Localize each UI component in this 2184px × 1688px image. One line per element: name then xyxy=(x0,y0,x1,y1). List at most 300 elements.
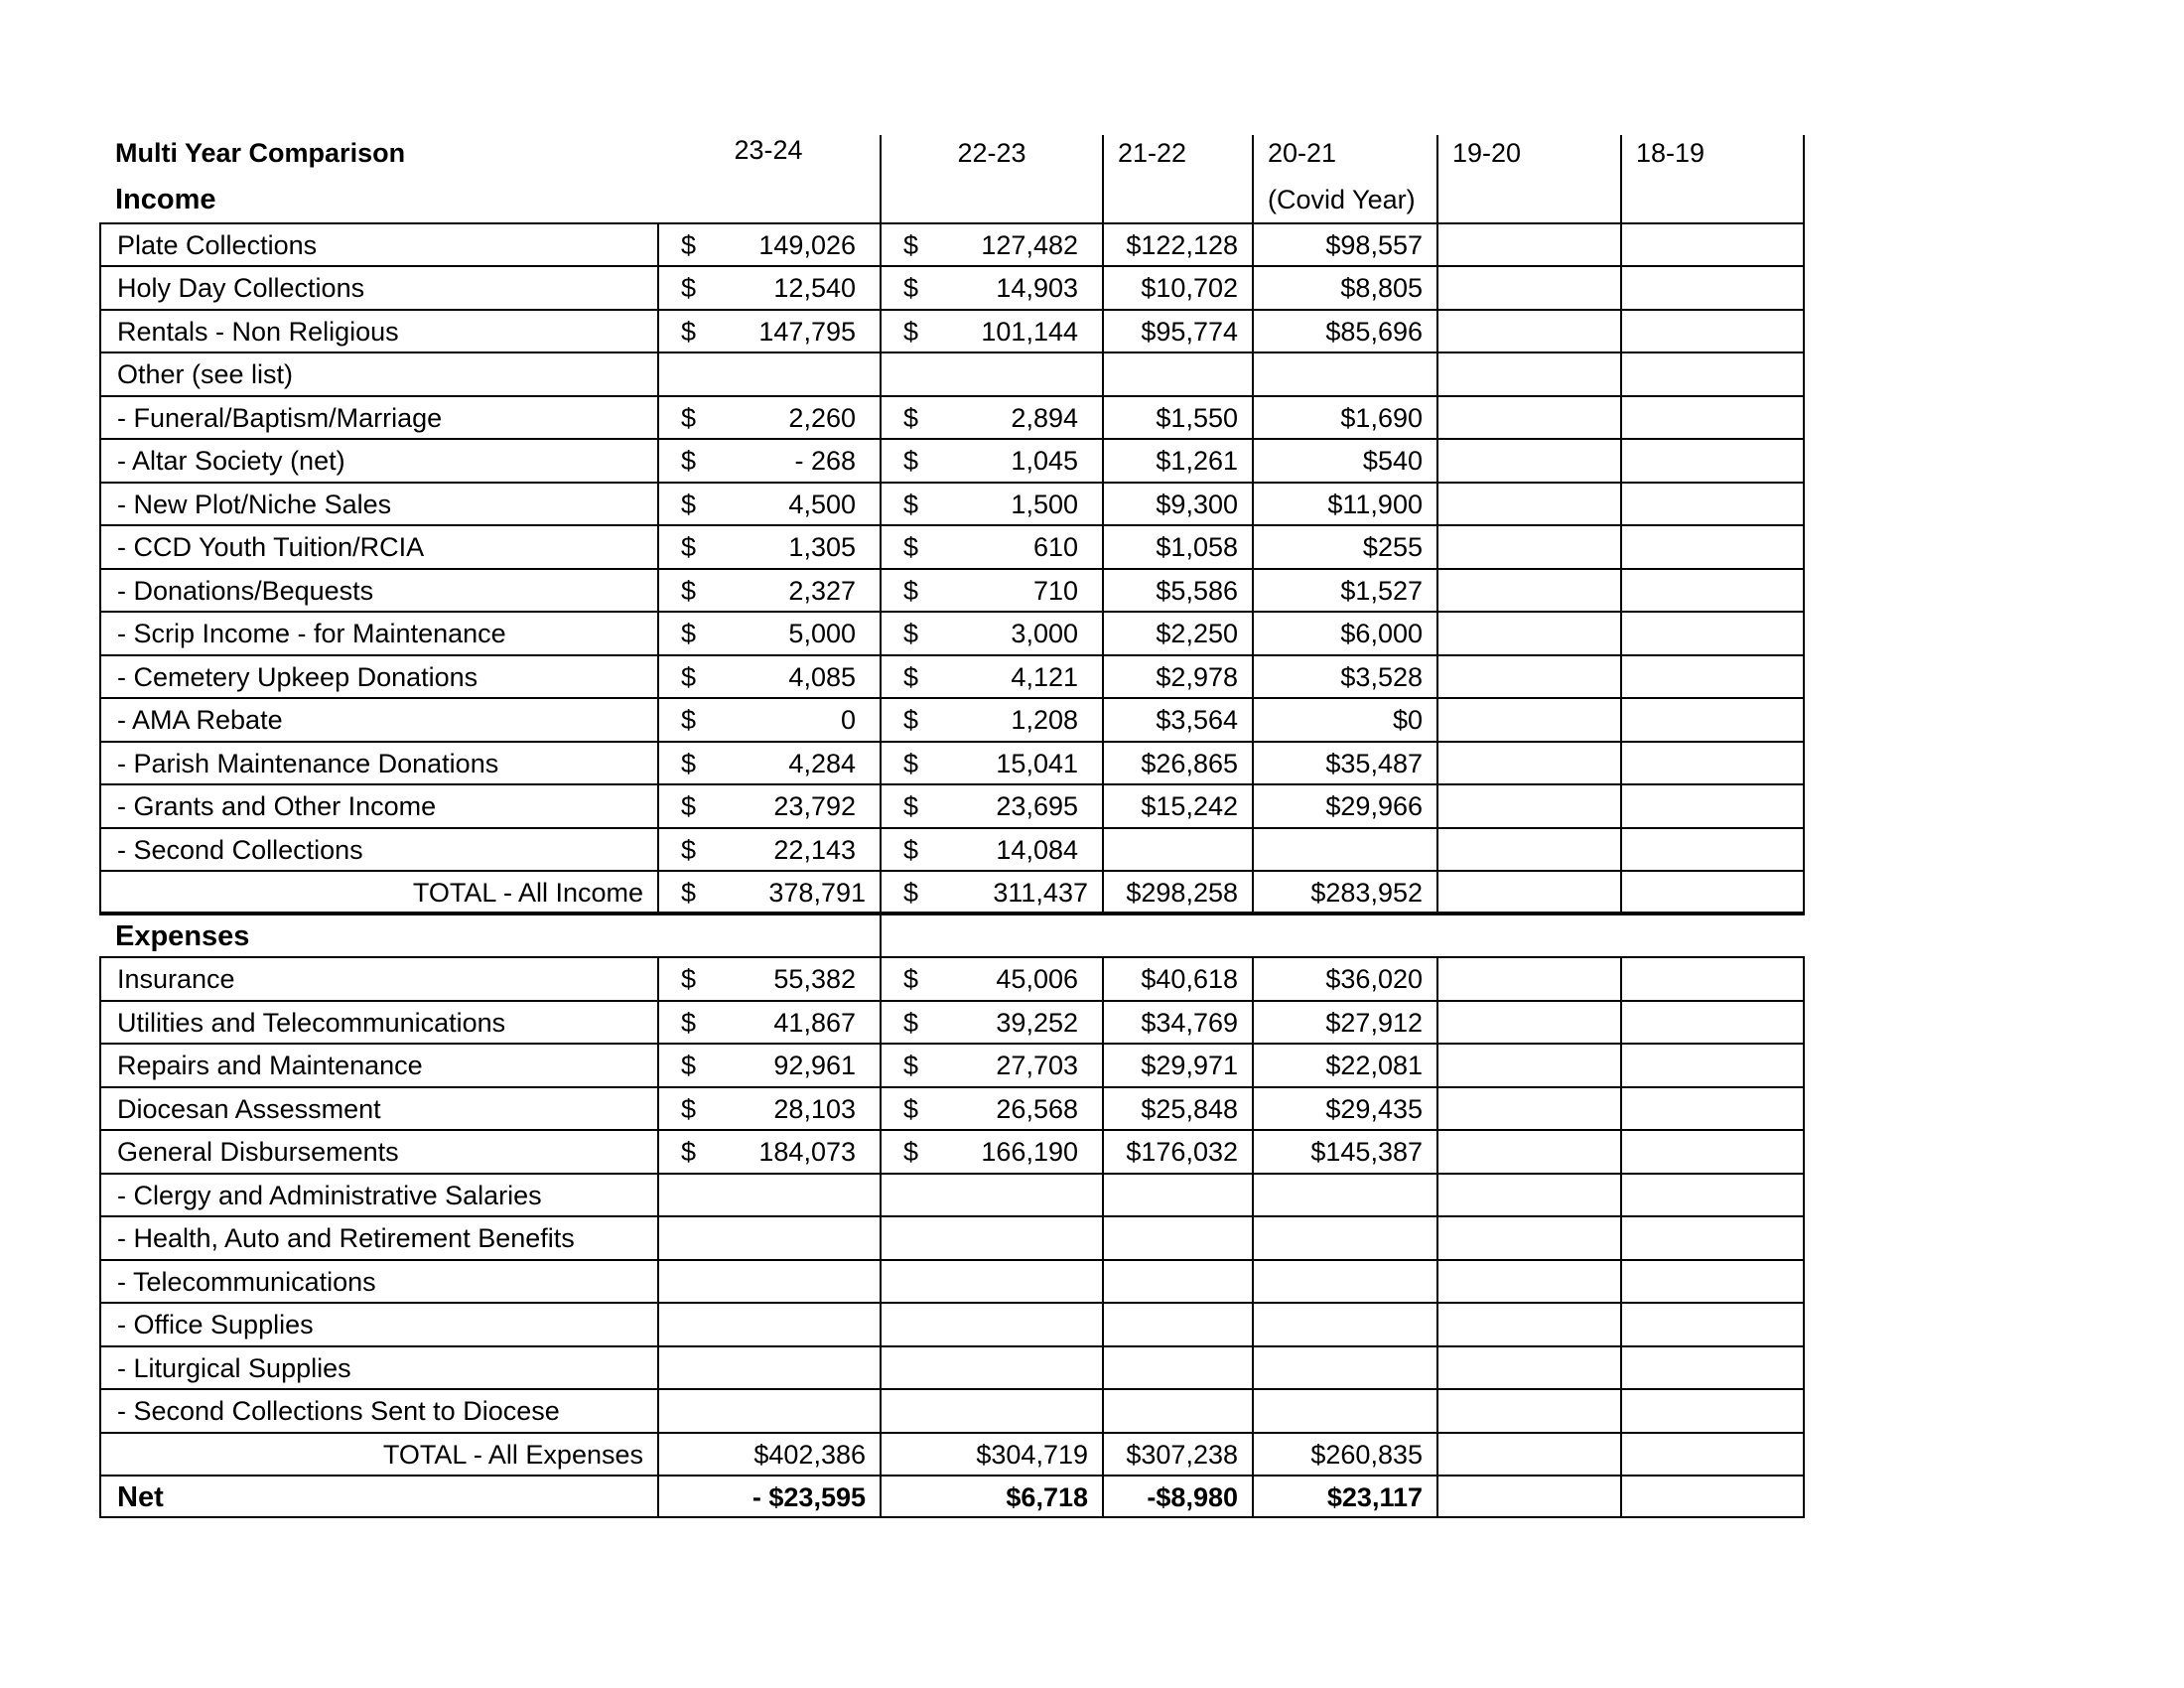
amount-y1: - $23,595 xyxy=(751,1482,866,1512)
cell-y5 xyxy=(1436,1388,1620,1432)
currency-sign: $ xyxy=(903,661,919,692)
cell-y6 xyxy=(1620,1388,1805,1432)
currency-sign: $ xyxy=(681,791,697,821)
cell-y1 xyxy=(657,568,880,612)
cell-y5 xyxy=(1436,654,1620,698)
cell-y1 xyxy=(657,1345,880,1389)
cell-y2 xyxy=(880,568,1102,612)
header-row xyxy=(99,135,1805,179)
amount-y4: $8,805 xyxy=(1340,273,1423,303)
amount-y4: $1,690 xyxy=(1340,402,1423,433)
cell-y6 xyxy=(1620,352,1805,395)
amount-y3: -$8,980 xyxy=(1147,1482,1238,1512)
amount-y1: 55,382 xyxy=(773,964,856,994)
table-row xyxy=(99,438,1805,482)
cell-y3 xyxy=(1102,222,1252,266)
currency-sign: $ xyxy=(681,402,697,433)
amount-y3: $176,032 xyxy=(1126,1137,1238,1167)
cell-y4 xyxy=(1252,1302,1436,1345)
row-label: General Disbursements xyxy=(99,1129,657,1173)
amount-y1: - 268 xyxy=(794,446,856,476)
amount-y4: $29,435 xyxy=(1325,1093,1423,1124)
cell-y1 xyxy=(657,1043,880,1086)
comparison-sheet xyxy=(99,135,1805,1518)
table-row xyxy=(99,1388,1805,1432)
cell-y3 xyxy=(1102,309,1252,352)
row-label: - Clergy and Administrative Salaries xyxy=(99,1173,657,1216)
currency-sign: $ xyxy=(903,791,919,821)
cell-y1 xyxy=(657,352,880,395)
cell-y2 xyxy=(880,741,1102,784)
cell-y6 xyxy=(1620,438,1805,482)
amount-y1: 2,327 xyxy=(788,575,856,606)
year-header-4: 20-21 xyxy=(1252,135,1436,179)
cell-y4 xyxy=(1252,956,1436,1000)
currency-sign: $ xyxy=(681,964,697,994)
cell-y1 xyxy=(657,611,880,654)
cell-y3 xyxy=(1102,265,1252,309)
row-label: - Telecommunications xyxy=(99,1259,657,1303)
cell-y3 xyxy=(1102,1259,1252,1303)
amount-y2: 26,568 xyxy=(996,1093,1078,1124)
table-row xyxy=(99,741,1805,784)
cell-y1 xyxy=(657,827,880,871)
cell-y1 xyxy=(657,1129,880,1173)
cell-y1 xyxy=(657,1000,880,1044)
amount-y4: $255 xyxy=(1362,532,1423,562)
covid-note: (Covid Year) xyxy=(1252,179,1436,222)
year-header-5: 19-20 xyxy=(1436,135,1620,179)
amount-y4: $85,696 xyxy=(1325,316,1423,347)
cell-y6 xyxy=(1620,1000,1805,1044)
cell-y6 xyxy=(1620,1129,1805,1173)
cell-y1 xyxy=(657,654,880,698)
cell-y6 xyxy=(1620,222,1805,266)
row-label: - Office Supplies xyxy=(99,1302,657,1345)
row-label: - New Plot/Niche Sales xyxy=(99,482,657,525)
cell-y5 xyxy=(1436,222,1620,266)
cell-y4 xyxy=(1252,482,1436,525)
cell-y1 xyxy=(657,482,880,525)
cell-y3 xyxy=(1102,697,1252,741)
cell-y2 xyxy=(880,827,1102,871)
table-row xyxy=(99,1302,1805,1345)
cell-y5 xyxy=(1436,1173,1620,1216)
amount-y3: $25,848 xyxy=(1141,1093,1238,1124)
row-label: Other (see list) xyxy=(99,352,657,395)
amount-y3: $2,250 xyxy=(1156,619,1238,648)
amount-y2: 14,084 xyxy=(996,834,1078,865)
cell-y4 xyxy=(1252,697,1436,741)
table-row xyxy=(99,482,1805,525)
amount-y4: $22,081 xyxy=(1325,1051,1423,1080)
table-row xyxy=(99,1215,1805,1259)
cell-y1 xyxy=(657,1215,880,1259)
cell-y2 xyxy=(880,352,1102,395)
amount-y4: $6,000 xyxy=(1340,619,1423,648)
cell-y5 xyxy=(1436,1475,1620,1518)
cell-y5 xyxy=(1436,741,1620,784)
amount-y1: 184,073 xyxy=(758,1137,856,1167)
amount-y4: $540 xyxy=(1362,446,1423,476)
cell-y1 xyxy=(657,1388,880,1432)
cell-y5 xyxy=(1436,482,1620,525)
table-row xyxy=(99,654,1805,698)
cell-y2 xyxy=(880,1388,1102,1432)
cell-y6 xyxy=(1620,1215,1805,1259)
cell-y3 xyxy=(1102,827,1252,871)
cell-y2 xyxy=(880,1086,1102,1130)
year-header-2: 22-23 xyxy=(880,135,1102,179)
currency-sign: $ xyxy=(681,229,697,260)
row-label: Diocesan Assessment xyxy=(99,1086,657,1130)
cell-y1 xyxy=(657,870,880,914)
table-row xyxy=(99,568,1805,612)
currency-sign: $ xyxy=(681,748,697,778)
cell-y6 xyxy=(1620,1173,1805,1216)
amount-y1: 92,961 xyxy=(773,1051,856,1080)
cell-y2 xyxy=(880,654,1102,698)
cell-y3 xyxy=(1102,1086,1252,1130)
amount-y1: 378,791 xyxy=(768,878,866,908)
amount-y2: 1,208 xyxy=(1011,705,1078,735)
cell-y6 xyxy=(1620,1259,1805,1303)
currency-sign: $ xyxy=(681,1093,697,1124)
amount-y1: 1,305 xyxy=(788,532,856,562)
cell-y1 xyxy=(657,1302,880,1345)
cell-y2 xyxy=(880,524,1102,568)
cell-y1 xyxy=(657,697,880,741)
cell-y6 xyxy=(1620,524,1805,568)
currency-sign: $ xyxy=(903,575,919,606)
row-label: - Liturgical Supplies xyxy=(99,1345,657,1389)
cell-y3 xyxy=(1102,1043,1252,1086)
row-label: Utilities and Telecommunications xyxy=(99,1000,657,1044)
cell-y5 xyxy=(1436,1215,1620,1259)
table-row xyxy=(99,395,1805,439)
cell-y6 xyxy=(1620,1043,1805,1086)
cell-y4 xyxy=(1252,741,1436,784)
cell-y2 xyxy=(880,482,1102,525)
cell-y1 xyxy=(657,1173,880,1216)
amount-y2: 127,482 xyxy=(981,229,1078,260)
amount-y3: $298,258 xyxy=(1126,878,1238,908)
cell-y3 xyxy=(1102,568,1252,612)
cell-y1 xyxy=(657,956,880,1000)
row-label: Net xyxy=(99,1475,657,1518)
cell-y4 xyxy=(1252,611,1436,654)
cell-y6 xyxy=(1620,827,1805,871)
cell-y2 xyxy=(880,783,1102,827)
cell-y2 xyxy=(880,1345,1102,1389)
amount-y3: $10,702 xyxy=(1141,273,1238,303)
currency-sign: $ xyxy=(903,748,919,778)
cell-y5 xyxy=(1436,1000,1620,1044)
cell-y3 xyxy=(1102,783,1252,827)
cell-y4 xyxy=(1252,309,1436,352)
amount-y2: 610 xyxy=(1032,532,1078,562)
cell-y1 xyxy=(657,1475,880,1518)
currency-sign: $ xyxy=(903,446,919,476)
cell-y5 xyxy=(1436,438,1620,482)
currency-sign: $ xyxy=(903,402,919,433)
cell-y3 xyxy=(1102,611,1252,654)
net-row xyxy=(99,1475,1805,1518)
currency-sign: $ xyxy=(681,489,697,519)
cell-y2 xyxy=(880,1043,1102,1086)
amount-y4: $3,528 xyxy=(1340,661,1423,692)
cell-y5 xyxy=(1436,956,1620,1000)
cell-y6 xyxy=(1620,309,1805,352)
cell-y2 xyxy=(880,1475,1102,1518)
amount-y3: $1,058 xyxy=(1156,532,1238,562)
row-label: - Parish Maintenance Donations xyxy=(99,741,657,784)
currency-sign: $ xyxy=(903,1007,919,1038)
currency-sign: $ xyxy=(681,661,697,692)
row-label: - Second Collections xyxy=(99,827,657,871)
cell-y1 xyxy=(657,1432,880,1476)
amount-y1: $402,386 xyxy=(753,1439,866,1470)
cell-y6 xyxy=(1620,1302,1805,1345)
expense-table xyxy=(99,956,1805,1518)
table-row xyxy=(99,222,1805,266)
cell-y1 xyxy=(657,309,880,352)
cell-y6 xyxy=(1620,1475,1805,1518)
income-table xyxy=(99,222,1805,914)
table-row xyxy=(99,309,1805,352)
cell-y3 xyxy=(1102,395,1252,439)
cell-y6 xyxy=(1620,611,1805,654)
cell-y1 xyxy=(657,524,880,568)
row-label: - Scrip Income - for Maintenance xyxy=(99,611,657,654)
header-row-2 xyxy=(99,179,1805,222)
cell-y6 xyxy=(1620,1345,1805,1389)
amount-y3: $3,564 xyxy=(1156,705,1238,735)
cell-y6 xyxy=(1620,1086,1805,1130)
cell-y4 xyxy=(1252,352,1436,395)
cell-y6 xyxy=(1620,568,1805,612)
cell-y4 xyxy=(1252,1043,1436,1086)
cell-y5 xyxy=(1436,1129,1620,1173)
table-row xyxy=(99,697,1805,741)
cell-y5 xyxy=(1436,309,1620,352)
currency-sign: $ xyxy=(681,705,697,735)
amount-y2: 1,045 xyxy=(1011,446,1078,476)
cell-y2 xyxy=(880,1302,1102,1345)
amount-y3: $307,238 xyxy=(1126,1439,1238,1470)
cell-y2 xyxy=(880,1215,1102,1259)
amount-y4: $29,966 xyxy=(1325,791,1423,821)
row-label: - Donations/Bequests xyxy=(99,568,657,612)
amount-y4: $1,527 xyxy=(1340,575,1423,606)
row-label: - Second Collections Sent to Diocese xyxy=(99,1388,657,1432)
cell-y3 xyxy=(1102,956,1252,1000)
currency-sign: $ xyxy=(681,273,697,303)
cell-y5 xyxy=(1436,1345,1620,1389)
cell-y6 xyxy=(1620,956,1805,1000)
cell-y3 xyxy=(1102,1475,1252,1518)
cell-y1 xyxy=(657,1086,880,1130)
currency-sign: $ xyxy=(681,834,697,865)
cell-y4 xyxy=(1252,1388,1436,1432)
table-row xyxy=(99,783,1805,827)
cell-y1 xyxy=(657,1259,880,1303)
cell-y2 xyxy=(880,309,1102,352)
table-row xyxy=(99,1043,1805,1086)
cell-y4 xyxy=(1252,1173,1436,1216)
cell-y1 xyxy=(657,438,880,482)
cell-y1 xyxy=(657,265,880,309)
cell-y5 xyxy=(1436,870,1620,914)
cell-y3 xyxy=(1102,654,1252,698)
cell-y3 xyxy=(1102,1173,1252,1216)
currency-sign: $ xyxy=(681,532,697,562)
cell-y3 xyxy=(1102,352,1252,395)
cell-y5 xyxy=(1436,783,1620,827)
currency-sign: $ xyxy=(903,1137,919,1167)
table-row xyxy=(99,1345,1805,1389)
currency-sign: $ xyxy=(681,316,697,347)
amount-y1: 149,026 xyxy=(758,229,856,260)
amount-y1: 22,143 xyxy=(773,834,856,865)
amount-y4: $98,557 xyxy=(1325,229,1423,260)
currency-sign: $ xyxy=(681,575,697,606)
currency-sign: $ xyxy=(903,705,919,735)
amount-y2: 2,894 xyxy=(1011,402,1078,433)
amount-y2: 710 xyxy=(1032,575,1078,606)
cell-y2 xyxy=(880,438,1102,482)
year-header-6: 18-19 xyxy=(1620,135,1805,179)
cell-y5 xyxy=(1436,827,1620,871)
cell-y1 xyxy=(657,395,880,439)
currency-sign: $ xyxy=(903,1051,919,1080)
amount-y2: $304,719 xyxy=(976,1439,1088,1470)
cell-y4 xyxy=(1252,1215,1436,1259)
cell-y4 xyxy=(1252,1345,1436,1389)
cell-y2 xyxy=(880,956,1102,1000)
cell-y6 xyxy=(1620,741,1805,784)
year-header-3: 21-22 xyxy=(1102,135,1252,179)
amount-y4: $283,952 xyxy=(1310,878,1423,908)
amount-y4: $145,387 xyxy=(1310,1137,1423,1167)
cell-y5 xyxy=(1436,1043,1620,1086)
cell-y3 xyxy=(1102,524,1252,568)
amount-y2: 3,000 xyxy=(1011,619,1078,648)
amount-y2: $6,718 xyxy=(1006,1482,1088,1512)
amount-y2: 15,041 xyxy=(996,748,1078,778)
cell-y3 xyxy=(1102,1432,1252,1476)
currency-sign: $ xyxy=(681,1137,697,1167)
cell-y5 xyxy=(1436,1259,1620,1303)
table-row xyxy=(99,1129,1805,1173)
row-label: Holy Day Collections xyxy=(99,265,657,309)
amount-y1: 4,085 xyxy=(788,661,856,692)
cell-y6 xyxy=(1620,697,1805,741)
cell-y4 xyxy=(1252,1129,1436,1173)
expenses-heading: Expenses xyxy=(115,919,250,952)
currency-sign: $ xyxy=(681,619,697,648)
row-label: - AMA Rebate xyxy=(99,697,657,741)
table-row xyxy=(99,1173,1805,1216)
amount-y2: 45,006 xyxy=(996,964,1078,994)
table-row xyxy=(99,827,1805,871)
amount-y1: 41,867 xyxy=(773,1007,856,1038)
currency-sign: $ xyxy=(903,229,919,260)
cell-y3 xyxy=(1102,1345,1252,1389)
amount-y3: $2,978 xyxy=(1156,661,1238,692)
amount-y1: 5,000 xyxy=(788,619,856,648)
cell-y5 xyxy=(1436,1432,1620,1476)
cell-y6 xyxy=(1620,1432,1805,1476)
cell-y5 xyxy=(1436,1086,1620,1130)
cell-y2 xyxy=(880,395,1102,439)
cell-y3 xyxy=(1102,1129,1252,1173)
cell-y2 xyxy=(880,1173,1102,1216)
amount-y3: $1,550 xyxy=(1156,402,1238,433)
cell-y5 xyxy=(1436,697,1620,741)
currency-sign: $ xyxy=(903,316,919,347)
cell-y4 xyxy=(1252,1432,1436,1476)
cell-y1 xyxy=(657,783,880,827)
amount-y3: $34,769 xyxy=(1141,1007,1238,1038)
currency-sign: $ xyxy=(681,878,697,908)
currency-sign: $ xyxy=(903,619,919,648)
cell-y4 xyxy=(1252,222,1436,266)
cell-y4 xyxy=(1252,568,1436,612)
cell-y2 xyxy=(880,1129,1102,1173)
table-row xyxy=(99,1000,1805,1044)
cell-y1 xyxy=(657,741,880,784)
amount-y3: $15,242 xyxy=(1141,791,1238,821)
amount-y1: 0 xyxy=(840,705,856,735)
amount-y2: 27,703 xyxy=(996,1051,1078,1080)
income-heading: Income xyxy=(115,183,216,215)
currency-sign: $ xyxy=(903,964,919,994)
table-row xyxy=(99,1259,1805,1303)
cell-y5 xyxy=(1436,395,1620,439)
cell-y3 xyxy=(1102,438,1252,482)
currency-sign: $ xyxy=(903,834,919,865)
cell-y2 xyxy=(880,870,1102,914)
table-row xyxy=(99,1086,1805,1130)
amount-y2: 166,190 xyxy=(981,1137,1078,1167)
cell-y6 xyxy=(1620,395,1805,439)
row-label: - Cemetery Upkeep Donations xyxy=(99,654,657,698)
cell-y4 xyxy=(1252,524,1436,568)
cell-y3 xyxy=(1102,741,1252,784)
cell-y6 xyxy=(1620,482,1805,525)
cell-y4 xyxy=(1252,870,1436,914)
currency-sign: $ xyxy=(903,878,919,908)
row-label: - Altar Society (net) xyxy=(99,438,657,482)
amount-y1: 4,500 xyxy=(788,489,856,519)
cell-y5 xyxy=(1436,611,1620,654)
cell-y3 xyxy=(1102,870,1252,914)
amount-y3: $29,971 xyxy=(1141,1051,1238,1080)
amount-y3: $122,128 xyxy=(1126,229,1238,260)
amount-y1: 12,540 xyxy=(773,273,856,303)
table-row xyxy=(99,352,1805,395)
cell-y6 xyxy=(1620,783,1805,827)
cell-y3 xyxy=(1102,1302,1252,1345)
cell-y4 xyxy=(1252,395,1436,439)
currency-sign: $ xyxy=(903,532,919,562)
cell-y6 xyxy=(1620,870,1805,914)
row-label: - CCD Youth Tuition/RCIA xyxy=(99,524,657,568)
amount-y1: 28,103 xyxy=(773,1093,856,1124)
amount-y4: $0 xyxy=(1392,705,1423,735)
amount-y3: $95,774 xyxy=(1141,316,1238,347)
